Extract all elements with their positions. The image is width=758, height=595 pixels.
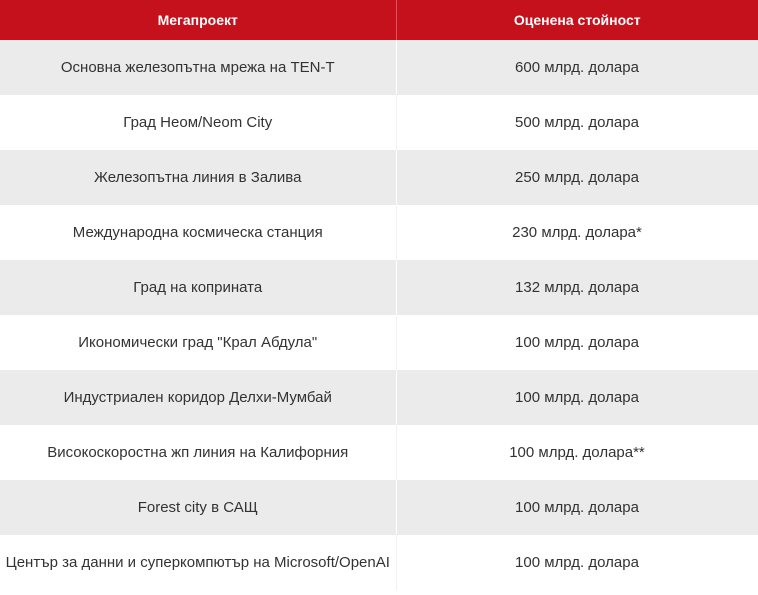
project-name: Високоскоростна жп линия на Калифорния — [0, 425, 396, 480]
project-value: 500 млрд. долара — [396, 95, 758, 150]
table-row — [0, 150, 758, 205]
table-row — [0, 370, 758, 425]
table-row — [0, 425, 758, 480]
project-name: Международна космическа станция — [0, 205, 396, 260]
table-row — [0, 205, 758, 260]
project-name: Индустриален коридор Делхи-Мумбай — [0, 370, 396, 425]
table-row — [0, 260, 758, 315]
project-value: 100 млрд. долара — [396, 315, 758, 370]
project-value: 600 млрд. долара — [396, 40, 758, 95]
project-name: Основна железопътна мрежа на TEN-T — [0, 40, 396, 95]
header-estimated-value: Оценена стойност — [396, 0, 758, 40]
project-name: Център за данни и суперкомпютър на Microsoft/OpenAI — [0, 535, 396, 590]
table-row — [0, 40, 758, 95]
project-value: 250 млрд. долара — [396, 150, 758, 205]
project-value: 132 млрд. долара — [396, 260, 758, 315]
project-value: 100 млрд. долара** — [396, 425, 758, 480]
project-value: 100 млрд. долара — [396, 480, 758, 535]
table-row — [0, 315, 758, 370]
table-row — [0, 480, 758, 535]
project-value: 230 млрд. долара* — [396, 205, 758, 260]
project-name: Икономически град "Крал Абдула" — [0, 315, 396, 370]
project-name: Град на коприната — [0, 260, 396, 315]
project-value: 100 млрд. долара — [396, 370, 758, 425]
project-name: Forest city в САЩ — [0, 480, 396, 535]
project-value: 100 млрд. долара — [396, 535, 758, 590]
table-row — [0, 95, 758, 150]
project-name: Град Неом/Neom City — [0, 95, 396, 150]
table-header-row — [0, 0, 758, 40]
table-row — [0, 535, 758, 590]
header-megaproject: Мегапроект — [0, 0, 396, 40]
project-name: Железопътна линия в Залива — [0, 150, 396, 205]
